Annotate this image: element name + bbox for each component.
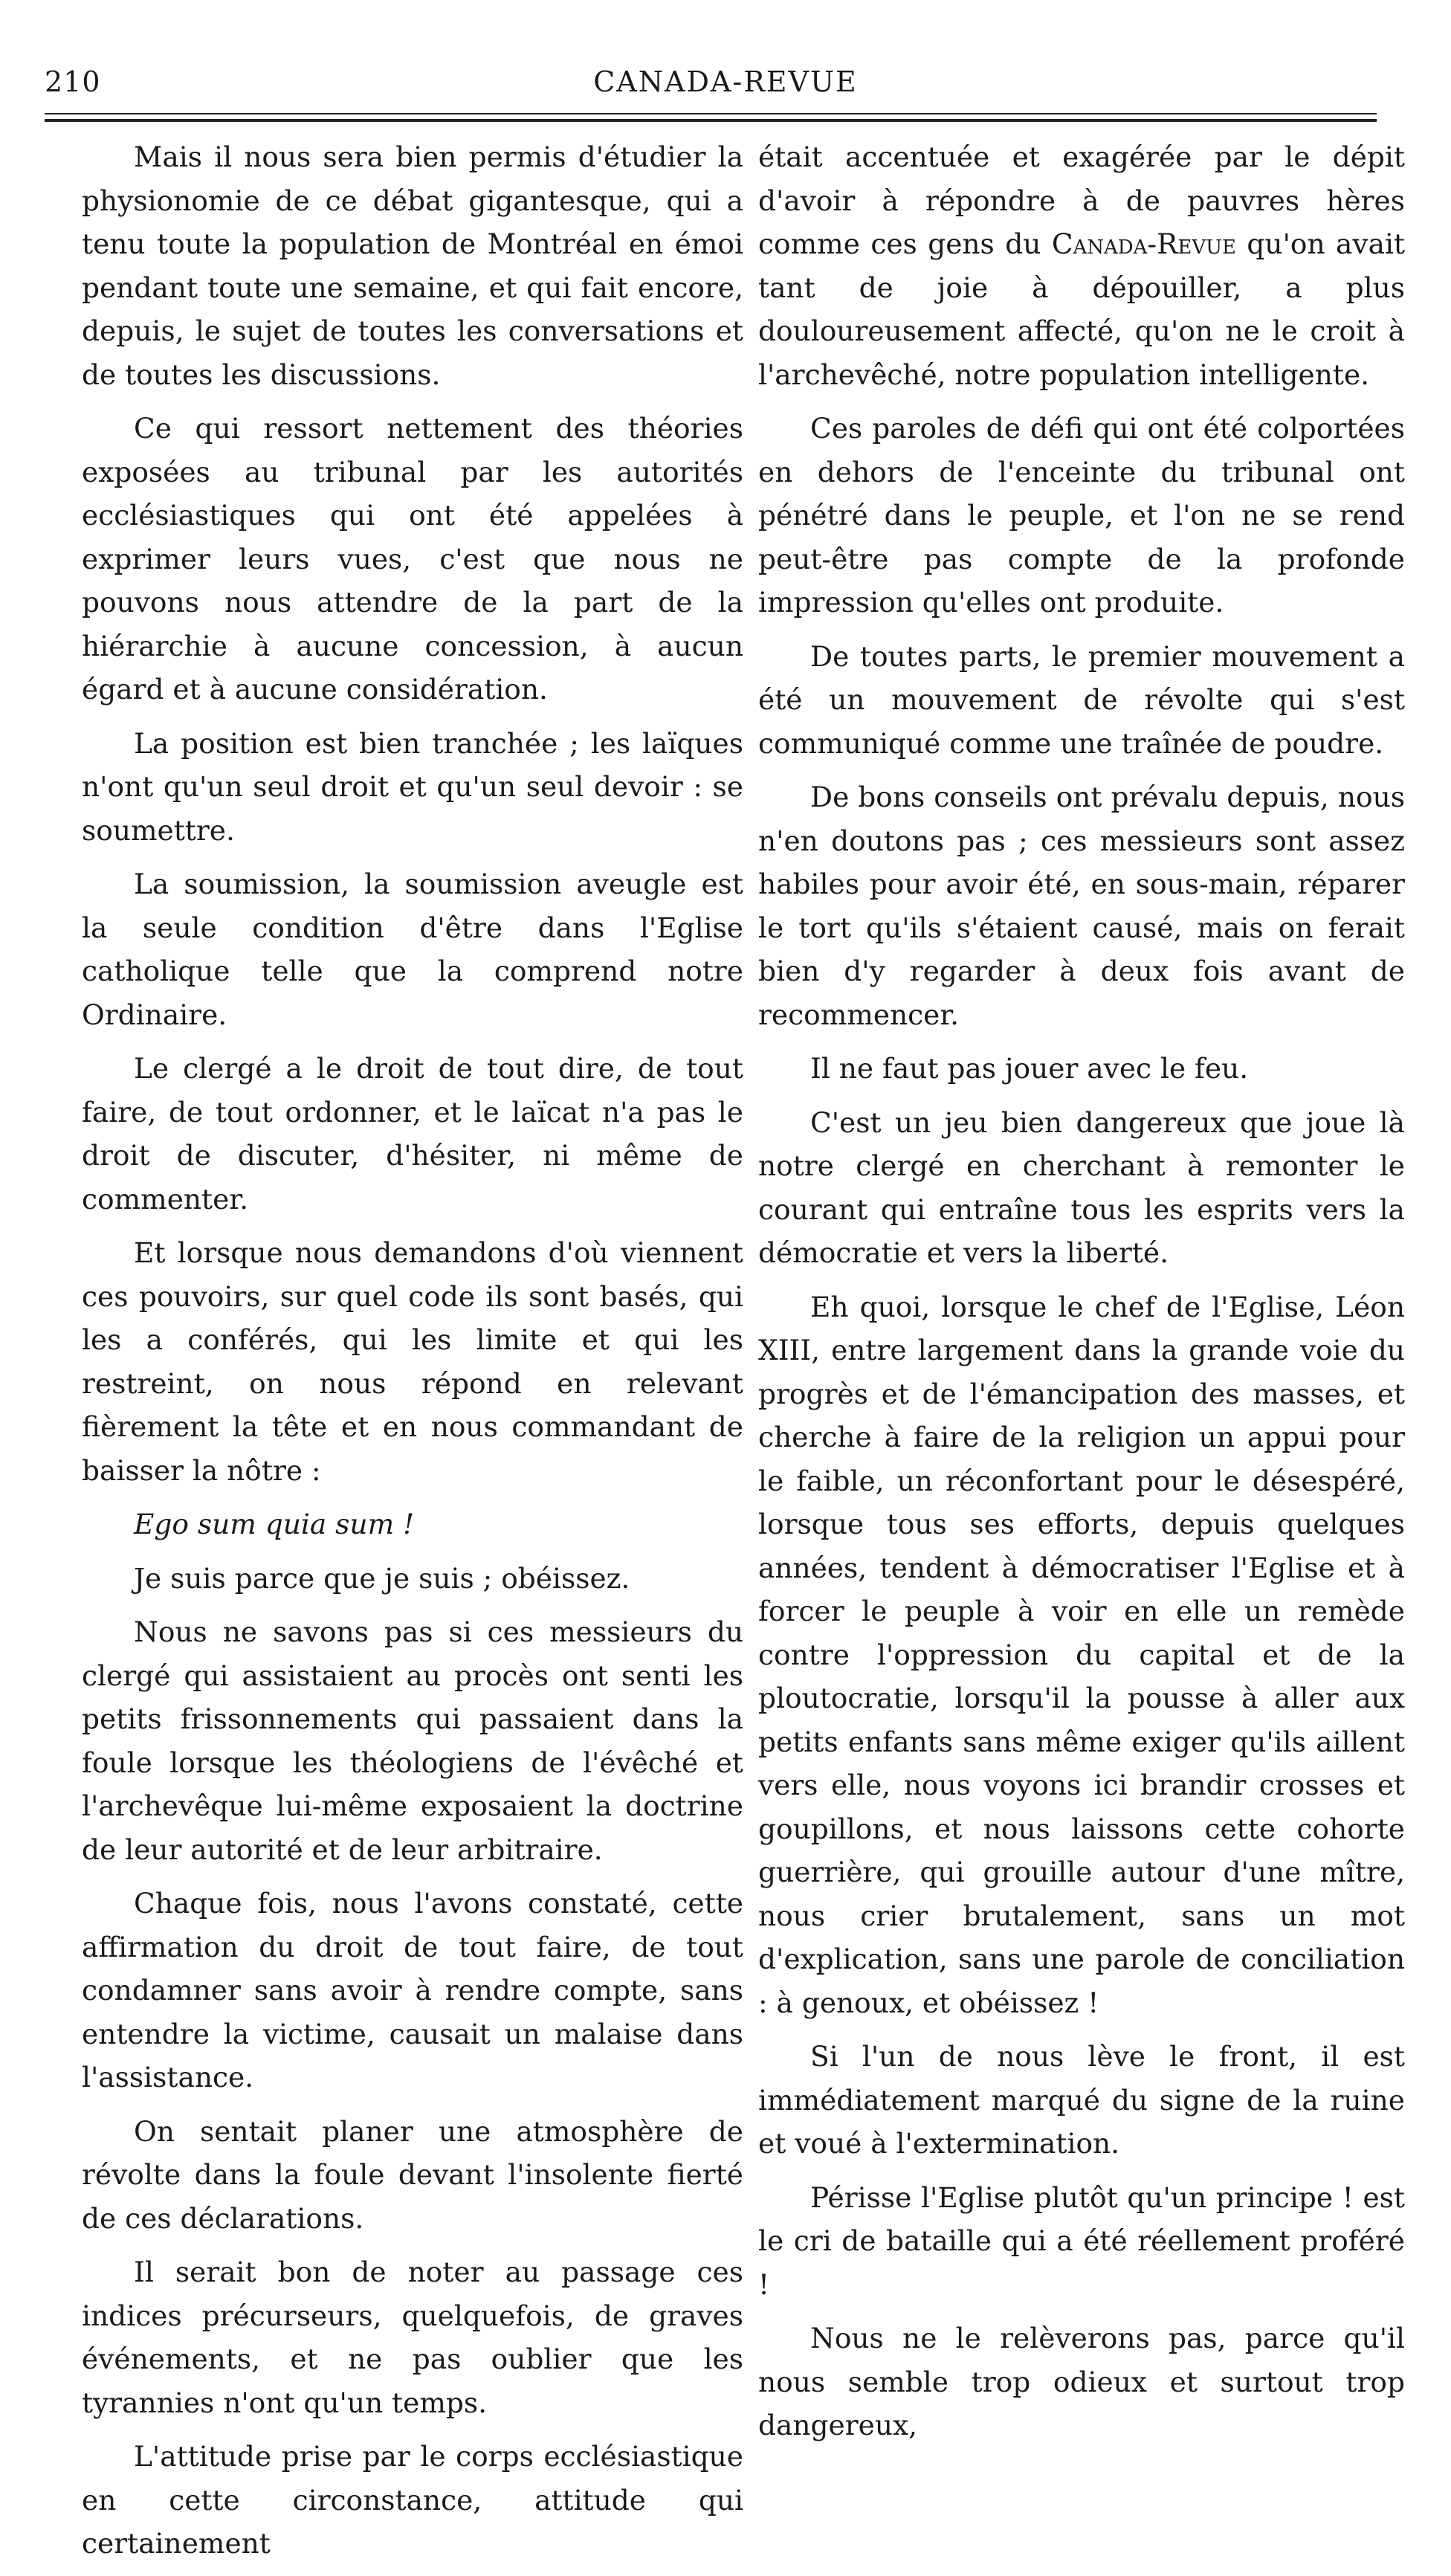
paragraph: Si l'un de nous lève le front, il est immédiatement marqué du signe de la ruine et voué à l'extermination. (758, 2040, 1405, 2160)
paragraph: La position est bien tranchée ; les laïques n'ont qu'un seul droit et qu'un seul devoir : se soumettre. (82, 726, 743, 847)
paragraph: Eh quoi, lorsque le chef de l'Eglise, Léon XIII, entre largement dans la grande voie du progrès et de l'émancipation des masses, et cherche à faire de la religion un appui pour le faible, un réconfortant pour le désespéré, lorsque tous ses efforts, depuis quelques années, tendent à démocratiser l'Eglise et à forcer le peuple à voir en elle un remède contre l'oppression du capital et de la ploutocratie, lorsqu'il la pousse à aller aux petits enfants sans même exiger qu'ils aillent vers elle, nous voyons ici brandir crosses et goupillons, et nous laissons cette cohorte guerrière, qui grouille autour d'une mître, nous crier brutalement, sans un mot d'explication, sans une parole de conciliation : à genoux, et obéissez ! (758, 1290, 1405, 2019)
paragraph: La soumission, la soumission aveugle est la seule condition d'être dans l'Eglise catholique telle que la comprend notre Ordinaire. (82, 868, 743, 1031)
paragraph: On sentait planer une atmosphère de révolte dans la foule devant l'insolente fierté de ces déclarations. (82, 2114, 743, 2235)
paragraph: Ces paroles de défi qui ont été colportées en dehors de l'enceinte du tribunal ont pénétré dans le peuple, et l'on ne se rend peut-être pas compte de la profonde impression qu'elles ont produite. (758, 412, 1405, 619)
paragraph: Chaque fois, nous l'avons constaté, cette affirmation du droit de tout faire, de tout condamner sans avoir à rendre compte, sans entendre la victime, causait un malaise dans l'assistance. (82, 1887, 743, 2094)
paragraph: De toutes parts, le premier mouvement a été un mouvement de révolte qui s'est communiqué comme une traînée de poudre. (758, 639, 1405, 760)
paragraph: Ce qui ressort nettement des théories exposées au tribunal par les autorités ecclésiastiques qui ont été appelées à exprimer leurs vues, c'est que nous ne pouvons nous attendre de la part de la hiérarchie à aucune concession, à aucun égard et à aucune considération. (82, 412, 743, 706)
header-rule-thick (45, 119, 1377, 122)
continuation-paragraph (758, 135, 1405, 396)
paragraph: Nous ne savons pas si ces messieurs du clergé qui assistaient au procès ont senti les petits frissonnements qui passaient dans la foule lorsque les théologiens de l'évêché et l'archevêque lui-même exposaient la doctrine de leur autorité et de leur arbitraire. (82, 1615, 743, 1866)
paragraph: Le clergé a le droit de tout dire, de tout faire, de tout ordonner, et le laïcat n'a pas le droit de discuter, d'hésiter, ni même de commenter. (82, 1052, 743, 1216)
paragraph: Il serait bon de noter au passage ces indices précurseurs, quelquefois, de graves événements, et ne pas oublier que les tyrannies n'ont qu'un temps. (82, 2256, 743, 2419)
latin-quote: Ego sum quia sum ! (134, 1508, 415, 1540)
paragraph: L'attitude prise par le corps ecclésiastique en cette circonstance, attitude qui certainement (82, 2440, 743, 2560)
running-title: CANADA-REVUE (593, 65, 858, 98)
publication-name: Canada-Revue (1051, 227, 1236, 260)
right-column (758, 135, 1405, 2458)
paragraph: Il ne faut pas jouer avec le feu. (810, 1052, 1249, 1085)
paragraph: De bons conseils ont prévalu depuis, nous n'en doutons pas ; ces messieurs sont assez habiles pour avoir été, en sous-main, réparer le tort qu'ils s'étaient causé, mais on ferait bien d'y regarder à deux fois avant de recommencer. (758, 781, 1405, 1031)
left-column (82, 135, 743, 2576)
paragraph: Nous ne le relèverons pas, parce qu'il nous semble trop odieux et surtout trop dangereux, (758, 2322, 1405, 2441)
page-header (45, 65, 1406, 110)
paragraph: Mais il nous sera bien permis d'étudier la physionomie de ce débat gigantesque, qui a tenu toute la population de Montréal en émoi pendant toute une semaine, et qui fait encore, depuis, le sujet de toutes les conversations et de toutes les discussions. (82, 141, 743, 391)
continuation-text-end: qu'on avait tant de joie à dépouiller, a plus douloureusement affecté, qu'on ne le croit à l'archevêché, notre population intelligente. (758, 227, 1406, 391)
header-rule-thin (45, 113, 1377, 114)
paragraph: Je suis parce que je suis ; obéissez. (134, 1561, 630, 1595)
paragraph: C'est un jeu bien dangereux que joue là notre clergé en cherchant à remonter le courant qui entraîne tous les esprits vers la démocratie et vers la liberté. (758, 1105, 1405, 1269)
paragraph: Périsse l'Eglise plutôt qu'un principe ! est le cri de bataille qui a été réellement proféré ! (758, 2180, 1405, 2301)
paragraph: Et lorsque nous demandons d'où viennent ces pouvoirs, sur quel code ils sont basés, qui les a conférés, qui les limite et qui les restreint, on nous répond en relevant fièrement la tête et en nous commandant de baisser la nôtre : (82, 1236, 743, 1487)
continuation-text-start: était accentuée et exagérée par le dépit d'avoir à répondre à de pauvres hères comme ces gens du (758, 141, 1405, 260)
page-number: 210 (45, 65, 101, 98)
